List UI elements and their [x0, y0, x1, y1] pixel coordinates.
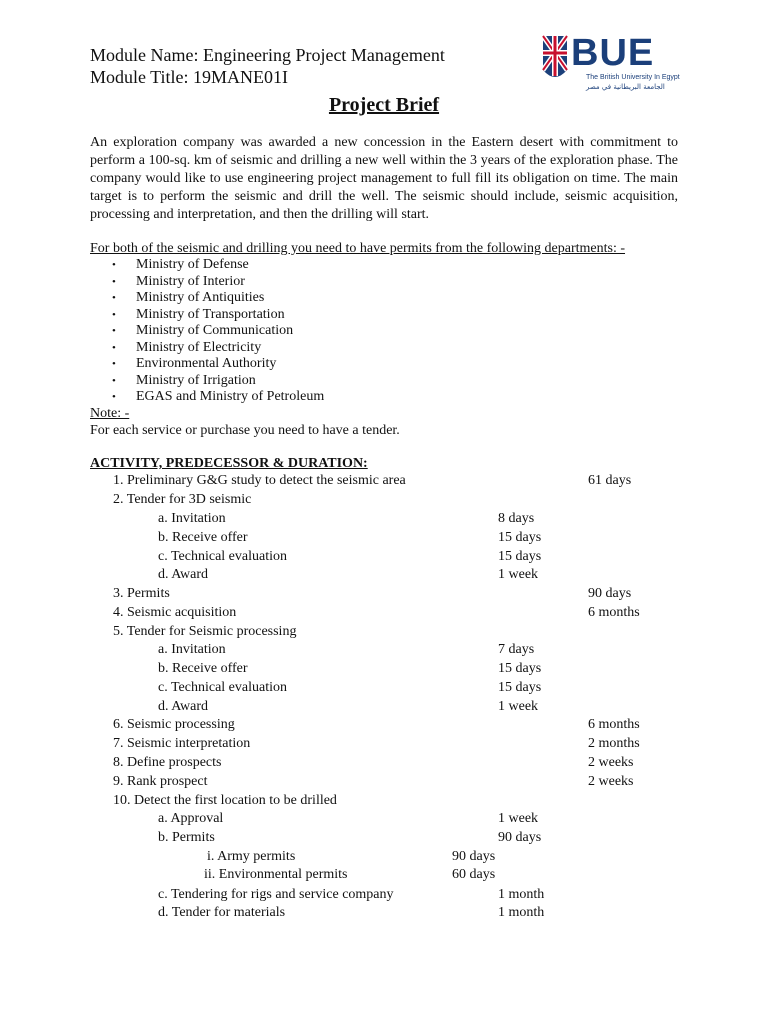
activity-label: c. Technical evaluation [158, 549, 287, 564]
activity-duration: 61 days [588, 473, 632, 488]
activity-label: b. Receive offer [158, 530, 248, 545]
activity-duration: 6 months [588, 717, 640, 732]
list-item: • Ministry of Defense [90, 257, 324, 274]
activity-duration: 90 days [498, 830, 542, 845]
activity-duration: 7 days [498, 642, 535, 657]
activity-duration: 2 weeks [588, 774, 634, 789]
document-header [90, 44, 445, 88]
activity-duration: 15 days [498, 661, 542, 676]
intro-paragraph: An exploration company was awarded a new concession in the Eastern desert with commitment to perform a 100-sq. km of seismic and drilling a new well within the 3 years of the exploration phase. The company would like to use engineering project management to full fill its obligation on time. The main target is to perform the seismic and drill the well. The seismic should include, seismic acquisition, processing and interpretation, and then the drilling will start. [90, 135, 678, 222]
activity-label: 4. Seismic acquisition [113, 605, 237, 620]
activity-label: 7. Seismic interpretation [113, 736, 251, 751]
list-item: • Ministry of Communication [90, 323, 324, 340]
activity-label: ii. Environmental permits [204, 867, 348, 882]
activity-label: b. Receive offer [158, 661, 248, 676]
list-item: • Ministry of Irrigation [90, 373, 324, 390]
activity-duration: 6 months [588, 605, 640, 620]
activity-duration: 15 days [498, 530, 542, 545]
note-text: For each service or purchase you need to have a tender. [90, 423, 400, 438]
activity-label: 9. Rank prospect [113, 774, 208, 789]
module-title: Module Title: 19MANE01I [90, 67, 289, 87]
activity-duration: 15 days [498, 549, 542, 564]
activity-label: a. Invitation [158, 511, 226, 526]
activity-duration: 1 week [498, 699, 539, 714]
bue-logo [541, 34, 681, 92]
activity-label: 2. Tender for 3D seismic [113, 492, 252, 507]
activity-duration: 1 month [498, 905, 545, 920]
module-name: Module Name: Engineering Project Management [90, 45, 445, 65]
activity-label: 5. Tender for Seismic processing [113, 624, 297, 639]
activity-duration: 8 days [498, 511, 535, 526]
list-item: • Ministry of Transportation [90, 307, 324, 324]
note-label: Note: - [90, 406, 130, 421]
activities-heading: ACTIVITY, PREDECESSOR & DURATION: [90, 456, 368, 471]
activity-label: c. Tendering for rigs and service company [158, 887, 394, 902]
list-item: • Ministry of Interior [90, 274, 324, 291]
activity-duration: 1 month [498, 887, 545, 902]
permits-intro: For both of the seismic and drilling you need to have permits from the following departments: - [90, 241, 626, 256]
activity-label: d. Award [158, 699, 209, 714]
activity-duration: 1 week [498, 811, 539, 826]
activity-label: c. Technical evaluation [158, 680, 287, 695]
union-flag-shield-icon [541, 34, 569, 84]
activity-label: d. Tender for materials [158, 905, 286, 920]
activity-duration: 2 weeks [588, 755, 634, 770]
activity-label: d. Award [158, 567, 209, 582]
activity-duration: 15 days [498, 680, 542, 695]
activity-label: a. Invitation [158, 642, 226, 657]
list-item: • Environmental Authority [90, 356, 324, 373]
activity-label: 1. Preliminary G&G study to detect the seismic area [113, 473, 406, 488]
activity-label: i. Army permits [207, 849, 296, 864]
page-title: Project Brief [328, 94, 440, 116]
activity-duration: 2 months [588, 736, 640, 751]
activity-duration: 60 days [452, 867, 496, 882]
departments-list [90, 257, 324, 406]
activity-duration: 90 days [588, 586, 632, 601]
list-item: • Ministry of Antiquities [90, 290, 324, 307]
logo-subtitle-en: The British University In Egypt [586, 74, 680, 81]
activity-label: 8. Define prospects [113, 755, 222, 770]
note-block [90, 405, 400, 439]
activity-label: 10. Detect the first location to be drilled [113, 793, 337, 808]
activity-label: 6. Seismic processing [113, 717, 235, 732]
list-item: • Ministry of Electricity [90, 340, 324, 357]
activity-duration: 1 week [498, 567, 539, 582]
logo-subtitle-ar: الجامعة البريطانية في مصر [586, 83, 665, 91]
activity-duration: 90 days [452, 849, 496, 864]
activity-label: a. Approval [158, 811, 224, 826]
logo-text: BUE [571, 32, 655, 74]
list-item: • EGAS and Ministry of Petroleum [90, 389, 324, 406]
activity-label: b. Permits [158, 830, 215, 845]
activity-label: 3. Permits [113, 586, 170, 601]
